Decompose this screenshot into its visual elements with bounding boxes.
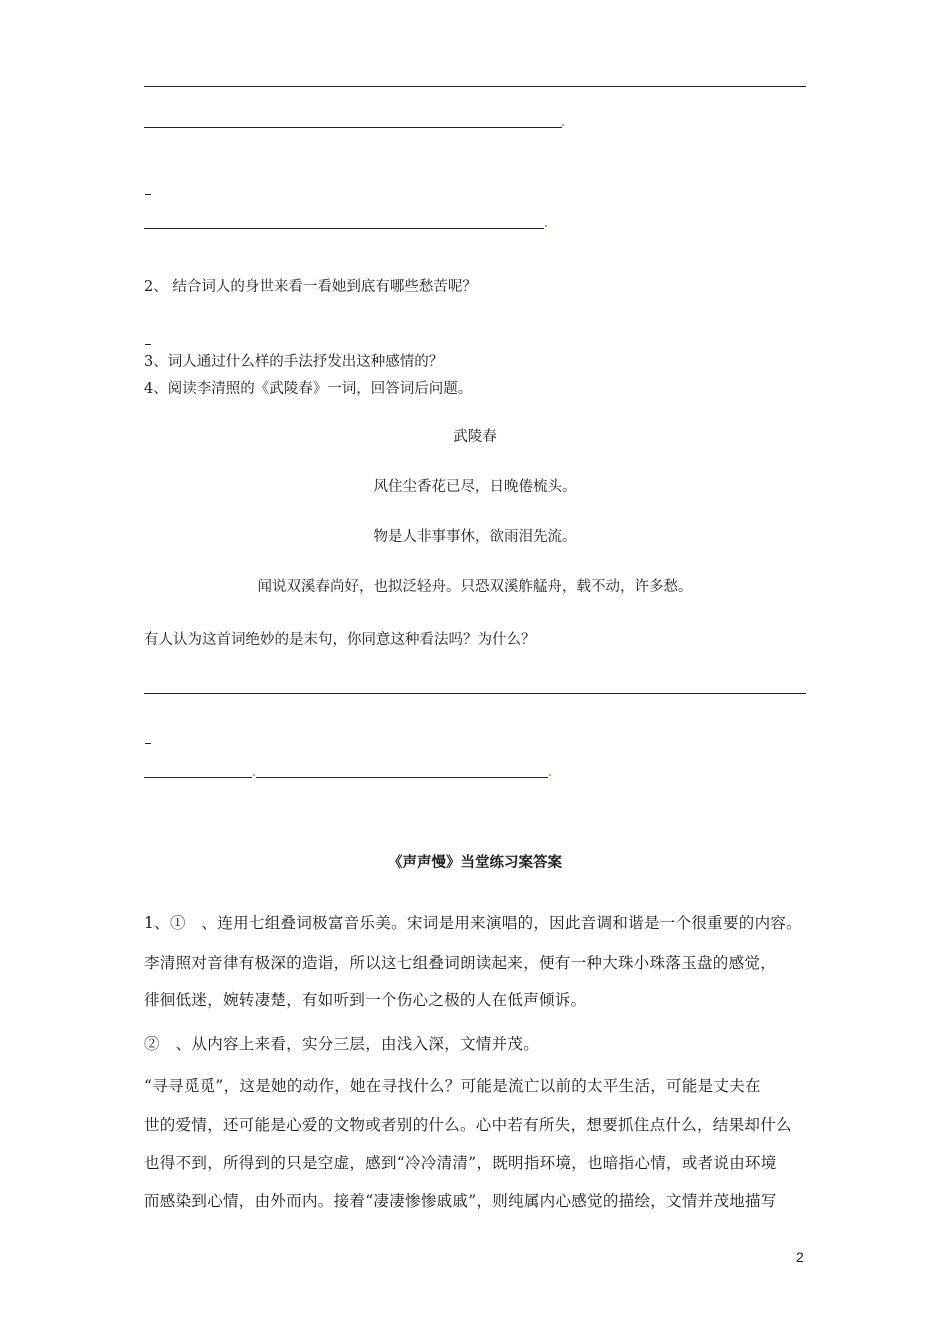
question-3: 3、词人通过什么样的手法抒发出这种感情的？ <box>144 354 444 370</box>
line-end-mark <box>545 225 547 227</box>
answer-paragraph-1: 李清照对音律有极深的造诣，所以这七组叠词朗读起来，便有一种大珠小珠落玉盘的感觉， <box>144 954 777 972</box>
line-end-mark <box>562 124 564 126</box>
answer-line <box>144 777 252 778</box>
answer-paragraph-3: 而感染到心情，由外而内。接着“凄凄惨惨戚戚”，则纯属内心感觉的描绘，文情并茂地描写 <box>144 1192 777 1210</box>
dash-mark <box>145 194 151 195</box>
dash-mark <box>145 344 151 345</box>
answer-paragraph-3: 也得不到，所得到的只是空虚，感到“冷冷清清”，既明指环境，也暗指心情，或者说由环境 <box>144 1154 777 1172</box>
answer-paragraph-2: ② 、从内容上来看，实分三层，由浅入深，文情并茂。 <box>144 1035 540 1053</box>
answer-line <box>144 86 806 87</box>
question-4: 4、阅读李清照的《武陵春》一词，回答词后问题。 <box>144 381 473 397</box>
poem-title: 武陵春 <box>453 429 497 445</box>
page-number: 2 <box>796 1249 804 1265</box>
answer-line <box>144 693 806 694</box>
poem-line-2: 物是人非事事休，欲雨泪先流。 <box>373 529 577 545</box>
answer-line <box>144 228 544 229</box>
line-end-mark <box>253 774 255 776</box>
question-2: 2、 结合词人的身世来看一看她到底有哪些愁苦呢？ <box>144 279 477 295</box>
answer-paragraph-1: 1、① 、连用七组叠词极富音乐美。宋词是用来演唱的，因此音调和谐是一个很重要的内容。 <box>144 914 802 932</box>
answer-paragraph-1: 徘徊低迷，婉转凄楚，有如听到一个伤心之极的人在低声倾诉。 <box>144 991 587 1009</box>
poem-line-3: 闻说双溪春尚好，也拟泛轻舟。只恐双溪舴艋舟，载不动，许多愁。 <box>257 579 693 595</box>
answer-line <box>256 777 548 778</box>
answer-paragraph-3: 世的爱情，还可能是心爱的文物或者别的什么。心中若有所失，想要抓住点什么，结果却什么 <box>144 1116 792 1134</box>
answer-title: 《声声慢》当堂练习案答案 <box>388 854 562 871</box>
answer-line <box>144 127 562 128</box>
dash-mark <box>145 743 151 744</box>
poem-line-1: 风住尘香花已尽，日晚倦梳头。 <box>373 479 577 495</box>
answer-paragraph-3: “寻寻觅觅”，这是她的动作，她在寻找什么？可能是流亡以前的太平生活，可能是丈夫在 <box>144 1077 761 1095</box>
follow-up-question: 有人认为这首词绝妙的是末句，你同意这种看法吗？为什么？ <box>144 632 536 648</box>
line-end-mark <box>549 774 551 776</box>
